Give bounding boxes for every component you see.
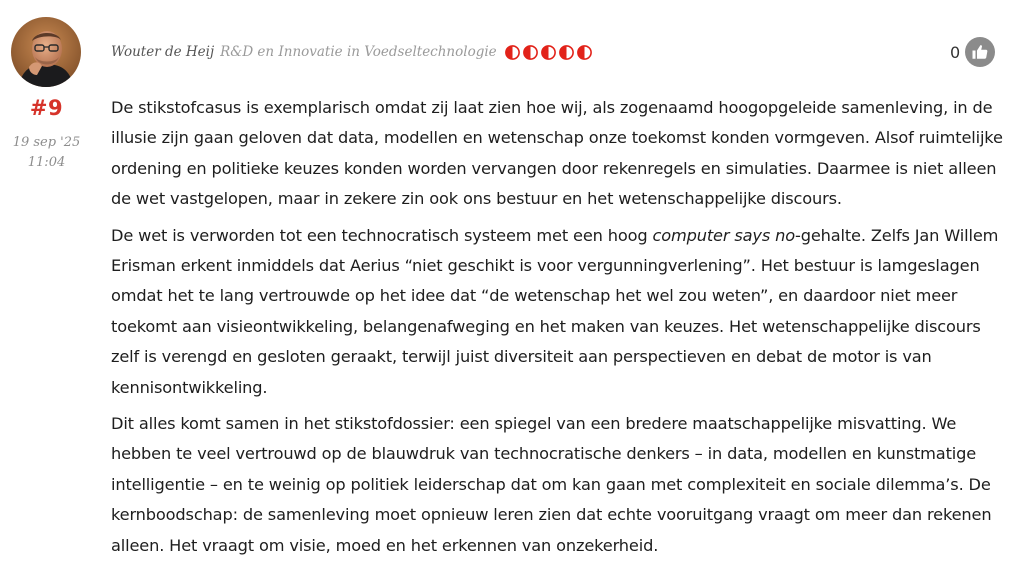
comment-paragraph-3: Dit alles komt samen in het stikstofdossier: een spiegel van een bredere maatschappelijke misvatting. We hebben te veel vertrouwd op de blauwdruk van technocratische denkers – in data, modellen en kunstmatige intelligentie – en te weinig op politiek leiderschap dat om kan gaan met complexiteit en sociale dilemma’s. De kernboodschap: de samenleving moet opnieuw leren zien dat echte vooruitgang vraagt om meer dan rekenen alleen. Het vraagt om visie, moed en het erkennen van onzekerheid. — [111, 414, 992, 555]
user-avatar-photo[interactable] — [11, 17, 81, 87]
thumbs-up-icon — [971, 43, 989, 61]
half-filled-circle-icon — [577, 45, 592, 60]
paragraph-2-text-end: -gehalte. Zelfs Jan Willem Erisman erkent inmiddels dat Aerius “niet geschikt is voor vergunningverlening”. Het bestuur is lamgeslagen omdat het te lang vertrouwde op het idee dat “de wetenschap het wel zou weten”, en daardoor niet meer toekomt aan visieontwikkeling, belangenafweging en het maken van keuzes. Het wetenschappelijke discours zelf is verengd en gesloten geraakt, terwijl juist diversiteit aan perspectieven en debat de motor is van kennisontwikkeling. — [111, 225, 999, 397]
half-filled-circle-icon — [505, 45, 520, 60]
comment-header — [111, 42, 592, 62]
paragraph-2-text-start: De wet is verworden tot een technocratisch systeem met een hoog — [111, 225, 653, 245]
like-button[interactable] — [965, 37, 995, 67]
author-badges — [505, 45, 592, 60]
comment-paragraph-2 — [111, 221, 1011, 403]
comment-number[interactable]: #9 — [29, 96, 64, 120]
half-filled-circle-icon — [541, 45, 556, 60]
half-filled-circle-icon — [559, 45, 574, 60]
comment-date: 19 sep '25 — [12, 135, 81, 150]
author-name[interactable]: Wouter de Heij — [111, 44, 215, 60]
author-title: R&D en Innovatie in Voedseltechnologie — [220, 44, 497, 60]
comment-time: 11:04 — [27, 155, 66, 170]
likes-area — [950, 37, 995, 67]
paragraph-2-emphasis: computer says no — [652, 225, 795, 245]
comment-paragraph-1: De stikstofcasus is exemplarisch omdat zij laat zien hoe wij, als zogenaamd hoogopgeleide samenleving, in de illusie zijn gaan geloven dat data, modellen en wetenschap onze toekomst konden vormgeven. Alsof ruimtelijke ordening en politieke keuzes konden worden vervangen door rekenregels en simulaties. Daarmee is niet alleen de wet vastgelopen, maar in zekere zin ook ons bestuur en het wetenschappelijke discours. — [111, 98, 1003, 209]
half-filled-circle-icon — [523, 45, 538, 60]
like-count: 0 — [950, 42, 961, 62]
comment-body — [111, 93, 1011, 567]
